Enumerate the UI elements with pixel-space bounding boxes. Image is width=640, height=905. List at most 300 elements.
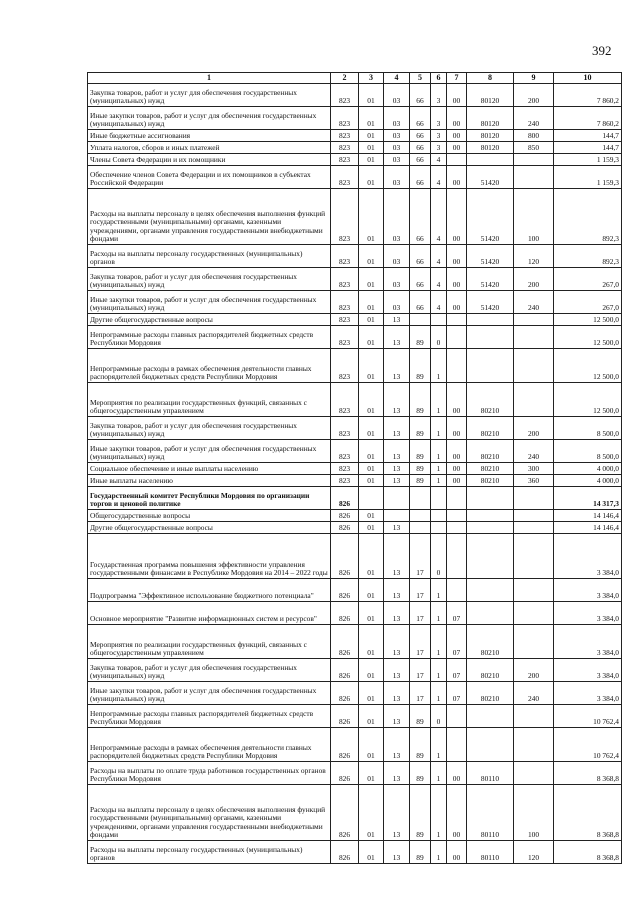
- row-amount: 892,3: [554, 245, 622, 268]
- row-amount: 3 384,0: [554, 682, 622, 705]
- row-code: 66: [410, 291, 431, 314]
- row-code: [514, 383, 554, 417]
- table-row: [88, 785, 622, 841]
- table-row: [88, 326, 622, 349]
- row-code: 823: [331, 107, 359, 130]
- row-code: 00: [447, 130, 467, 142]
- row-amount: 267,0: [554, 268, 622, 291]
- row-code: 51420: [467, 291, 514, 314]
- row-amount: 7 860,2: [554, 107, 622, 130]
- row-code: 826: [331, 785, 359, 841]
- row-amount: 12 500,0: [554, 326, 622, 349]
- row-code: [514, 579, 554, 602]
- row-code: [447, 705, 467, 728]
- row-code: 00: [447, 268, 467, 291]
- table-row: [88, 268, 622, 291]
- table-row: [88, 762, 622, 785]
- row-code: [514, 326, 554, 349]
- row-code: 01: [359, 602, 384, 625]
- row-code: 66: [410, 154, 431, 166]
- row-code: 80110: [467, 762, 514, 785]
- table-row: [88, 245, 622, 268]
- row-code: 01: [359, 245, 384, 268]
- row-code: 01: [359, 625, 384, 659]
- table-row: [88, 682, 622, 705]
- row-code: 823: [331, 417, 359, 440]
- row-amount: 892,3: [554, 189, 622, 245]
- row-code: 17: [410, 534, 431, 579]
- row-code: 1: [431, 475, 447, 487]
- row-code: [447, 522, 467, 534]
- row-code: 00: [447, 166, 467, 189]
- row-code: [514, 510, 554, 522]
- row-code: 1: [431, 659, 447, 682]
- header-cell: 4: [384, 73, 410, 84]
- row-code: 51420: [467, 268, 514, 291]
- row-description: Основное мероприятие "Развитие информационных систем и ресурсов": [88, 602, 331, 625]
- row-code: 300: [514, 463, 554, 475]
- row-code: 03: [384, 166, 410, 189]
- table-row: [88, 475, 622, 487]
- row-code: [514, 314, 554, 326]
- row-code: 66: [410, 189, 431, 245]
- row-amount: 1 159,3: [554, 166, 622, 189]
- row-description: Иные выплаты населению: [88, 475, 331, 487]
- table-row: [88, 189, 622, 245]
- row-amount: 12 500,0: [554, 349, 622, 383]
- row-code: [431, 487, 447, 510]
- row-code: 01: [359, 463, 384, 475]
- row-code: [514, 166, 554, 189]
- row-code: 823: [331, 291, 359, 314]
- row-description: Расходы на выплаты персоналу в целях обеспечения выполнения функций государственными (муниципальными) органами, казенными учреждениями, органами управления государственными внебюджетными фондами: [88, 785, 331, 841]
- header-cell: 7: [447, 73, 467, 84]
- row-code: 89: [410, 475, 431, 487]
- row-code: 66: [410, 130, 431, 142]
- row-code: 51420: [467, 189, 514, 245]
- row-description: Иные бюджетные ассигнования: [88, 130, 331, 142]
- row-code: 13: [384, 728, 410, 762]
- row-description: Иные закупки товаров, работ и услуг для обеспечения государственных (муниципальных) нужд: [88, 682, 331, 705]
- row-code: 00: [447, 440, 467, 463]
- row-code: 00: [447, 291, 467, 314]
- row-code: 200: [514, 84, 554, 107]
- row-code: 826: [331, 534, 359, 579]
- row-description: Другие общегосударственные вопросы: [88, 522, 331, 534]
- row-code: [410, 487, 431, 510]
- row-code: 240: [514, 291, 554, 314]
- table-row: [88, 417, 622, 440]
- row-code: 823: [331, 440, 359, 463]
- header-row: [88, 73, 622, 84]
- row-code: 01: [359, 785, 384, 841]
- row-code: 66: [410, 142, 431, 154]
- row-code: 1: [431, 728, 447, 762]
- row-amount: 1 159,3: [554, 154, 622, 166]
- row-code: 00: [447, 245, 467, 268]
- row-code: 200: [514, 268, 554, 291]
- table-row: [88, 487, 622, 510]
- row-description: Непрограммные расходы в рамках обеспечения деятельности главных распорядителей бюджетных средств Республики Мордовия: [88, 728, 331, 762]
- row-amount: 144,7: [554, 142, 622, 154]
- row-description: Закупка товаров, работ и услуг для обеспечения государственных (муниципальных) нужд: [88, 84, 331, 107]
- row-code: [447, 728, 467, 762]
- row-code: 1: [431, 762, 447, 785]
- row-code: 826: [331, 659, 359, 682]
- row-code: 826: [331, 762, 359, 785]
- row-code: 13: [384, 349, 410, 383]
- row-code: 1: [431, 625, 447, 659]
- table-row: [88, 602, 622, 625]
- header-cell: 3: [359, 73, 384, 84]
- row-code: 51420: [467, 166, 514, 189]
- row-code: 13: [384, 841, 410, 864]
- row-amount: 14 317,3: [554, 487, 622, 510]
- table-row: [88, 107, 622, 130]
- row-code: 80210: [467, 682, 514, 705]
- row-code: 07: [447, 659, 467, 682]
- row-code: 850: [514, 142, 554, 154]
- row-code: 00: [447, 841, 467, 864]
- row-amount: 4 000,0: [554, 475, 622, 487]
- row-code: 823: [331, 314, 359, 326]
- row-code: 01: [359, 417, 384, 440]
- header-cell: 9: [514, 73, 554, 84]
- row-code: 823: [331, 475, 359, 487]
- row-code: 17: [410, 602, 431, 625]
- row-code: 0: [431, 705, 447, 728]
- row-code: [514, 154, 554, 166]
- row-code: [514, 522, 554, 534]
- row-amount: 8 368,8: [554, 762, 622, 785]
- row-code: 01: [359, 579, 384, 602]
- row-code: 240: [514, 107, 554, 130]
- row-code: 80210: [467, 463, 514, 475]
- row-code: 80210: [467, 440, 514, 463]
- row-code: [384, 510, 410, 522]
- row-code: [447, 534, 467, 579]
- table-row: [88, 142, 622, 154]
- row-description: Уплата налогов, сборов и иных платежей: [88, 142, 331, 154]
- row-description: Другие общегосударственные вопросы: [88, 314, 331, 326]
- row-code: 89: [410, 705, 431, 728]
- row-code: 03: [384, 268, 410, 291]
- row-code: 80210: [467, 625, 514, 659]
- row-code: 80110: [467, 841, 514, 864]
- row-code: 01: [359, 142, 384, 154]
- row-code: 00: [447, 475, 467, 487]
- row-description: Расходы на выплаты по оплате труда работников государственных органов Республики Мордовия: [88, 762, 331, 785]
- row-code: 13: [384, 659, 410, 682]
- row-code: 823: [331, 166, 359, 189]
- row-description: Подпрограмма "Эффективное использование бюджетного потенциала": [88, 579, 331, 602]
- table-row: [88, 534, 622, 579]
- row-code: 51420: [467, 245, 514, 268]
- row-code: 01: [359, 762, 384, 785]
- row-code: 3: [431, 130, 447, 142]
- row-code: [467, 705, 514, 728]
- row-code: [467, 602, 514, 625]
- row-code: [431, 510, 447, 522]
- row-code: [410, 314, 431, 326]
- row-code: 1: [431, 383, 447, 417]
- row-amount: 3 384,0: [554, 625, 622, 659]
- row-code: 01: [359, 659, 384, 682]
- row-amount: 14 146,4: [554, 510, 622, 522]
- row-code: 3: [431, 84, 447, 107]
- row-code: 3: [431, 142, 447, 154]
- row-description: Социальное обеспечение и иные выплаты населению: [88, 463, 331, 475]
- budget-table: [87, 72, 622, 864]
- row-code: 07: [447, 625, 467, 659]
- row-code: [447, 510, 467, 522]
- header-cell: 8: [467, 73, 514, 84]
- row-code: 00: [447, 383, 467, 417]
- row-code: 80120: [467, 107, 514, 130]
- row-description: Непрограммные расходы главных распорядителей бюджетных средств Республики Мордовия: [88, 705, 331, 728]
- row-code: [384, 487, 410, 510]
- row-amount: 10 762,4: [554, 705, 622, 728]
- table-row: [88, 166, 622, 189]
- table-row: [88, 841, 622, 864]
- row-amount: 12 500,0: [554, 383, 622, 417]
- header-cell: 2: [331, 73, 359, 84]
- row-code: 01: [359, 705, 384, 728]
- row-code: [410, 510, 431, 522]
- row-code: 826: [331, 579, 359, 602]
- row-code: 01: [359, 728, 384, 762]
- row-code: [447, 314, 467, 326]
- row-code: 823: [331, 268, 359, 291]
- row-code: 17: [410, 682, 431, 705]
- row-code: 17: [410, 579, 431, 602]
- row-code: [447, 487, 467, 510]
- row-code: 89: [410, 440, 431, 463]
- row-code: 03: [384, 189, 410, 245]
- row-code: 1: [431, 440, 447, 463]
- row-code: 00: [447, 84, 467, 107]
- row-code: [467, 728, 514, 762]
- row-code: 13: [384, 625, 410, 659]
- row-code: 13: [384, 475, 410, 487]
- row-code: 13: [384, 463, 410, 475]
- row-code: [514, 625, 554, 659]
- row-code: 80120: [467, 130, 514, 142]
- row-description: Закупка товаров, работ и услуг для обеспечения государственных (муниципальных) нужд: [88, 268, 331, 291]
- row-amount: 8 368,8: [554, 785, 622, 841]
- row-code: 01: [359, 383, 384, 417]
- row-code: 01: [359, 130, 384, 142]
- row-code: 4: [431, 268, 447, 291]
- row-amount: 4 000,0: [554, 463, 622, 475]
- row-code: 240: [514, 682, 554, 705]
- row-code: 00: [447, 463, 467, 475]
- row-code: 01: [359, 291, 384, 314]
- row-description: Расходы на выплаты персоналу государственных (муниципальных) органов: [88, 841, 331, 864]
- row-code: [431, 522, 447, 534]
- table-row: [88, 522, 622, 534]
- row-code: [467, 534, 514, 579]
- table-row: [88, 463, 622, 475]
- row-amount: 3 384,0: [554, 579, 622, 602]
- table-row: [88, 314, 622, 326]
- row-amount: 8 500,0: [554, 440, 622, 463]
- row-code: [447, 579, 467, 602]
- row-code: 823: [331, 189, 359, 245]
- table-row: [88, 579, 622, 602]
- row-code: 0: [431, 326, 447, 349]
- row-code: [467, 579, 514, 602]
- row-code: 89: [410, 326, 431, 349]
- row-code: 89: [410, 463, 431, 475]
- row-code: [514, 705, 554, 728]
- row-code: 1: [431, 841, 447, 864]
- row-code: 01: [359, 326, 384, 349]
- row-code: 823: [331, 349, 359, 383]
- row-description: Иные закупки товаров, работ и услуг для обеспечения государственных (муниципальных) нужд: [88, 291, 331, 314]
- row-code: 200: [514, 417, 554, 440]
- row-code: 13: [384, 602, 410, 625]
- table-row: [88, 291, 622, 314]
- row-code: 01: [359, 534, 384, 579]
- row-code: 89: [410, 785, 431, 841]
- row-code: 01: [359, 510, 384, 522]
- row-description: Непрограммные расходы главных распорядителей бюджетных средств Республики Мордовия: [88, 326, 331, 349]
- row-code: 01: [359, 440, 384, 463]
- row-code: 1: [431, 417, 447, 440]
- row-code: 89: [410, 841, 431, 864]
- row-description: Члены Совета Федерации и их помощники: [88, 154, 331, 166]
- row-code: 66: [410, 107, 431, 130]
- table-row: [88, 728, 622, 762]
- row-code: 80210: [467, 417, 514, 440]
- row-description: Мероприятия по реализации государственных функций, связанных с общегосударственным управлением: [88, 383, 331, 417]
- row-code: 823: [331, 154, 359, 166]
- row-description: Иные закупки товаров, работ и услуг для обеспечения государственных (муниципальных) нужд: [88, 440, 331, 463]
- row-code: 200: [514, 659, 554, 682]
- row-code: 800: [514, 130, 554, 142]
- row-code: 00: [447, 189, 467, 245]
- row-code: 17: [410, 625, 431, 659]
- row-description: Закупка товаров, работ и услуг для обеспечения государственных (муниципальных) нужд: [88, 417, 331, 440]
- row-code: 01: [359, 841, 384, 864]
- header-cell: 5: [410, 73, 431, 84]
- row-code: 13: [384, 383, 410, 417]
- row-description: Обеспечение членов Совета Федерации и их помощников в субъектах Российской Федерации: [88, 166, 331, 189]
- row-code: 80210: [467, 659, 514, 682]
- table-row: [88, 154, 622, 166]
- row-code: 4: [431, 189, 447, 245]
- row-code: 89: [410, 417, 431, 440]
- row-code: 1: [431, 579, 447, 602]
- header-cell: 6: [431, 73, 447, 84]
- row-code: 826: [331, 705, 359, 728]
- row-code: 120: [514, 841, 554, 864]
- row-amount: 14 146,4: [554, 522, 622, 534]
- row-code: 13: [384, 440, 410, 463]
- row-code: 13: [384, 314, 410, 326]
- row-code: 13: [384, 785, 410, 841]
- row-code: 66: [410, 84, 431, 107]
- row-code: [447, 154, 467, 166]
- row-code: 03: [384, 142, 410, 154]
- row-code: 826: [331, 522, 359, 534]
- row-description: Расходы на выплаты персоналу государственных (муниципальных) органов: [88, 245, 331, 268]
- row-code: 80120: [467, 84, 514, 107]
- row-code: 01: [359, 107, 384, 130]
- row-code: 100: [514, 785, 554, 841]
- table-row: [88, 625, 622, 659]
- row-description: Расходы на выплаты персоналу в целях обеспечения выполнения функций государственными (муниципальными) органами, казенными учреждениями, органами управления государственными внебюджетными фондами: [88, 189, 331, 245]
- row-code: 80110: [467, 785, 514, 841]
- row-amount: 3 384,0: [554, 602, 622, 625]
- row-code: 360: [514, 475, 554, 487]
- row-code: 823: [331, 326, 359, 349]
- row-code: 89: [410, 349, 431, 383]
- row-description: Иные закупки товаров, работ и услуг для обеспечения государственных (муниципальных) нужд: [88, 107, 331, 130]
- row-code: 13: [384, 534, 410, 579]
- row-code: 1: [431, 785, 447, 841]
- row-code: 00: [447, 762, 467, 785]
- row-amount: 3 384,0: [554, 534, 622, 579]
- row-code: 823: [331, 142, 359, 154]
- row-code: 3: [431, 107, 447, 130]
- row-code: 89: [410, 728, 431, 762]
- page-number: 392: [592, 43, 612, 58]
- row-code: [514, 487, 554, 510]
- table-row: [88, 659, 622, 682]
- row-code: 00: [447, 107, 467, 130]
- table-row: [88, 705, 622, 728]
- row-code: 13: [384, 326, 410, 349]
- row-description: Непрограммные расходы в рамках обеспечения деятельности главных распорядителей бюджетных средств Республики Мордовия: [88, 349, 331, 383]
- row-code: 826: [331, 487, 359, 510]
- row-amount: 3 384,0: [554, 659, 622, 682]
- row-code: [447, 326, 467, 349]
- row-amount: 7 860,2: [554, 84, 622, 107]
- row-code: 03: [384, 84, 410, 107]
- row-code: 80210: [467, 475, 514, 487]
- row-code: 13: [384, 762, 410, 785]
- row-code: 4: [431, 154, 447, 166]
- row-code: 03: [384, 107, 410, 130]
- row-code: 07: [447, 682, 467, 705]
- row-code: 826: [331, 510, 359, 522]
- row-code: 01: [359, 84, 384, 107]
- row-code: 01: [359, 268, 384, 291]
- row-amount: 8 368,8: [554, 841, 622, 864]
- row-code: [447, 349, 467, 383]
- row-code: [514, 602, 554, 625]
- table-row: [88, 349, 622, 383]
- row-code: 03: [384, 130, 410, 142]
- row-amount: 10 762,4: [554, 728, 622, 762]
- row-code: 01: [359, 189, 384, 245]
- table-row: [88, 440, 622, 463]
- row-code: [467, 326, 514, 349]
- row-code: [431, 314, 447, 326]
- row-code: [514, 728, 554, 762]
- row-code: 823: [331, 463, 359, 475]
- table-row: [88, 130, 622, 142]
- row-amount: 8 500,0: [554, 417, 622, 440]
- row-code: 0: [431, 534, 447, 579]
- row-code: 89: [410, 762, 431, 785]
- row-code: 823: [331, 84, 359, 107]
- row-code: 823: [331, 245, 359, 268]
- row-code: 1: [431, 682, 447, 705]
- row-code: 17: [410, 659, 431, 682]
